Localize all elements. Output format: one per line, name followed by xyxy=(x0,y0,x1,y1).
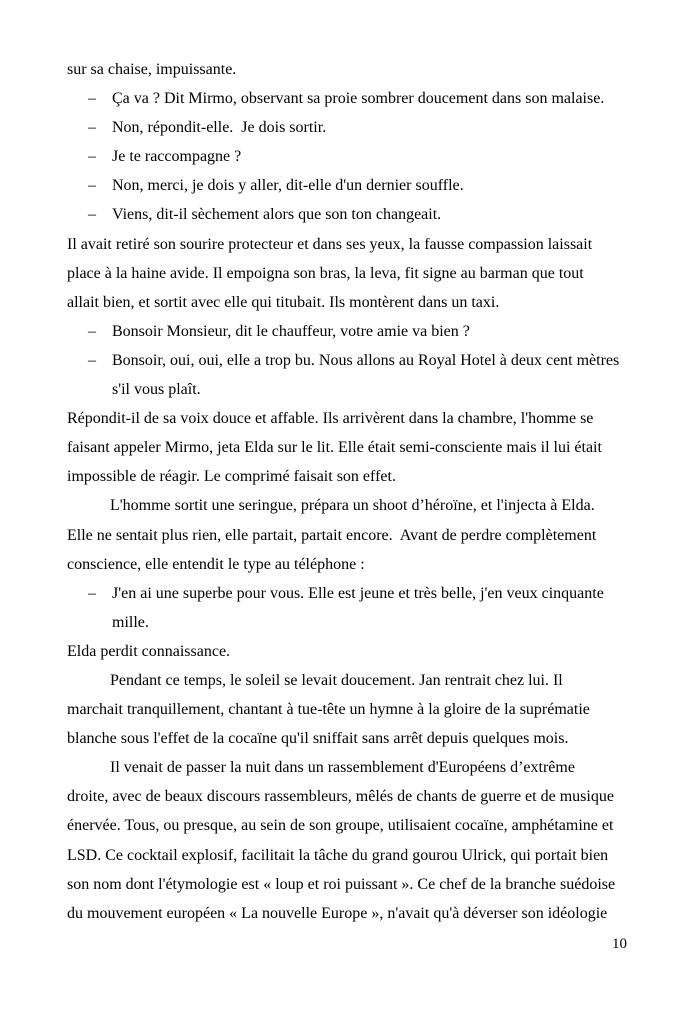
dialog-dash: – xyxy=(88,322,96,340)
line-text: impossible de réagir. Le comprimé faisait son effet. xyxy=(67,468,396,486)
line-text: blanche sous l'effet de la cocaïne qu'il sniffait sans arrêt depuis quelques mois. xyxy=(67,730,569,748)
line-text: son nom dont l'étymologie est « loup et roi puissant ». Ce chef de la branche suédoise xyxy=(67,875,616,893)
text-line xyxy=(67,637,633,666)
line-text: Ça va ? Dit Mirmo, observant sa proie sombrer doucement dans son malaise. xyxy=(112,90,605,108)
line-text: Je te raccompagne ? xyxy=(112,148,242,166)
line-text: droite, avec de beaux discours rassembleurs, mêlés de chants de guerre et de musique xyxy=(67,788,614,806)
line-text: Non, répondit-elle. Je dois sortir. xyxy=(112,119,327,137)
dialog-dash: – xyxy=(88,351,96,369)
text-line xyxy=(67,521,633,550)
line-text: conscience, elle entendit le type au téléphone : xyxy=(67,555,365,573)
line-text: s'il vous plaît. xyxy=(112,381,201,399)
text-line xyxy=(67,870,633,899)
text-line xyxy=(67,317,633,346)
text-line xyxy=(67,608,633,637)
dialog-dash: – xyxy=(88,206,96,224)
line-text: Viens, dit-il sèchement alors que son ton changeait. xyxy=(112,206,442,224)
text-line xyxy=(67,259,633,288)
line-text: Non, merci, je dois y aller, dit-elle d'un dernier souffle. xyxy=(112,177,464,195)
line-text: LSD. Ce cocktail explosif, facilitait la tâche du grand gourou Ulrick, qui portait bien xyxy=(67,846,609,864)
text-line xyxy=(67,200,633,229)
line-text: du mouvement européen « La nouvelle Europe », n'avait qu'à déverser son idéologie xyxy=(67,904,608,922)
line-text: marchait tranquillement, chantant à tue-tête un hymne à la gloire de la suprématie xyxy=(67,701,590,719)
text-line xyxy=(67,84,633,113)
dialog-dash: – xyxy=(88,584,96,602)
line-text: Bonsoir, oui, oui, elle a trop bu. Nous allons au Royal Hotel à deux cent mètres xyxy=(112,351,620,369)
text-line xyxy=(67,491,633,520)
text-line xyxy=(67,899,633,928)
text-line xyxy=(67,811,633,840)
text-body xyxy=(67,55,633,928)
text-line xyxy=(67,375,633,404)
line-text: Il avait retiré son sourire protecteur et dans ses yeux, la fausse compassion laissait xyxy=(67,235,593,253)
text-line xyxy=(67,433,633,462)
line-text: Répondit-il de sa voix douce et affable. Ils arrivèrent dans la chambre, l'homme se xyxy=(67,410,594,428)
text-line xyxy=(67,753,633,782)
line-text: faisant appeler Mirmo, jeta Elda sur le lit. Elle était semi-consciente mais il lui était xyxy=(67,439,602,457)
page-number: 10 xyxy=(612,936,627,952)
text-line xyxy=(67,782,633,811)
line-text: L'homme sortit une seringue, prépara un shoot d’héroïne, et l'injecta à Elda. xyxy=(110,497,595,515)
line-text: J'en ai une superbe pour vous. Elle est jeune et très belle, j'en veux cinquante xyxy=(112,584,604,602)
line-text: allait bien, et sortit avec elle qui titubait. Ils montèrent dans un taxi. xyxy=(67,293,500,311)
line-text: Elda perdit connaissance. xyxy=(67,642,231,660)
dialog-dash: – xyxy=(88,119,96,137)
text-line xyxy=(67,230,633,259)
text-line xyxy=(67,142,633,171)
line-text: sur sa chaise, impuissante. xyxy=(67,61,237,78)
line-text: énervée. Tous, ou presque, au sein de son groupe, utilisaient cocaïne, amphétamine et xyxy=(67,817,614,835)
text-line xyxy=(67,462,633,491)
text-line xyxy=(67,666,633,695)
text-line xyxy=(67,55,633,84)
dialog-dash: – xyxy=(88,177,96,195)
text-line xyxy=(67,171,633,200)
text-line xyxy=(67,113,633,142)
text-line xyxy=(67,695,633,724)
dialog-dash: – xyxy=(88,148,96,166)
text-line xyxy=(67,579,633,608)
line-text: Bonsoir Monsieur, dit le chauffeur, votre amie va bien ? xyxy=(112,322,470,340)
text-line xyxy=(67,288,633,317)
text-line xyxy=(67,550,633,579)
line-text: Elle ne sentait plus rien, elle partait, partait encore. Avant de perdre complètement xyxy=(67,526,597,544)
line-text: place à la haine avide. Il empoigna son bras, la leva, fit signe au barman que tout xyxy=(67,264,584,282)
text-line xyxy=(67,346,633,375)
line-text: mille. xyxy=(112,613,149,631)
dialog-dash: – xyxy=(88,90,96,108)
line-text: Il venait de passer la nuit dans un rassemblement d'Européens d’extrême xyxy=(110,759,575,777)
line-text: Pendant ce temps, le soleil se levait doucement. Jan rentrait chez lui. Il xyxy=(110,671,563,689)
text-line xyxy=(67,724,633,753)
text-line xyxy=(67,404,633,433)
text-line xyxy=(67,841,633,870)
